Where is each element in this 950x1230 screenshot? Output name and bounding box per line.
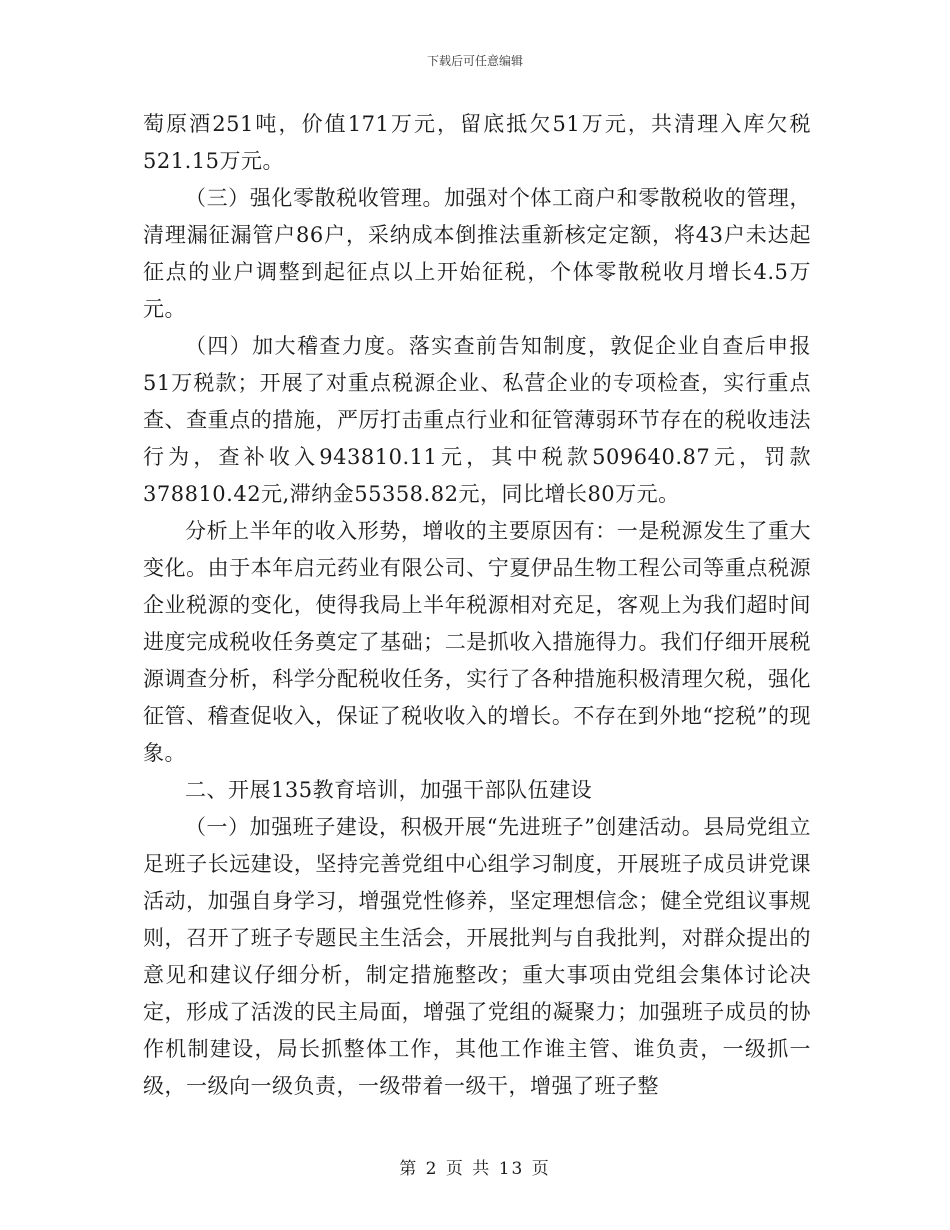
section-heading-two: 二、开展135教育培训，加强干部队伍建设 [185, 778, 593, 802]
paragraph-section-three: （三）强化零散税收管理。加强对个体工商户和零散税收的管理，清理漏征漏管户86户，采纳成本倒推法重新核定定额，将43户未达起征点的业户调整到起征点以上开始征税，个体零散税收月增长4.5万元。 [143, 186, 811, 321]
paragraph-team-building: （一）加强班子建设，积极开展“先进班子”创建活动。县局党组立足班子长远建设，坚持完善党组中心组学习制度，开展班子成员讲党课活动，加强自身学习，增强党性修养，坚定理想信念；健全党组议事规则，召开了班子专题民主生活会，开展批判与自我批判，对群众提出的意见和建议仔细分析，制定措施整改；重大事项由党组会集体讨论决定，形成了活泼的民主局面，增强了党组的凝聚力；加强班子成员的协作机制建设，局长抓整体工作，其他工作谁主管、谁负责，一级抓一级，一级向一级负责，一级带着一级干，增强了班子整 [143, 815, 811, 1098]
page-header: 下载后可任意编辑 [426, 54, 523, 68]
paragraph-section-four: （四）加大稽查力度。落实查前告知制度，敦促企业自查后申报51万税款；开展了对重点税源企业、私营企业的专项检查，实行重点查、查重点的措施，严厉打击重点行业和征管薄弱环节存在的税收违法行为，查补收入943810.11元，其中税款509640.87元，罚款378810.42元,滞纳金55358.82元，同比增长80万元。 [143, 334, 811, 506]
page-number-footer: 第 2 页 共 13 页 [399, 1159, 551, 1179]
paragraph-continuation: 萄原酒251吨，价值171万元，留底抵欠51万元，共清理入库欠税521.15万元。 [143, 112, 811, 173]
document-body [143, 106, 811, 1105]
paragraph-analysis: 分析上半年的收入形势，增收的主要原因有：一是税源发生了重大变化。由于本年启元药业有限公司、宁夏伊品生物工程公司等重点税源企业税源的变化，使得我局上半年税源相对充足，客观上为我们超时间进度完成税收任务奠定了基础；二是抓收入措施得力。我们仔细开展税源调查分析，科学分配税收任务，实行了各种措施积极清理欠税，强化征管、稽查促收入，保证了税收收入的增长。不存在到外地“挖税”的现象。 [143, 519, 811, 765]
